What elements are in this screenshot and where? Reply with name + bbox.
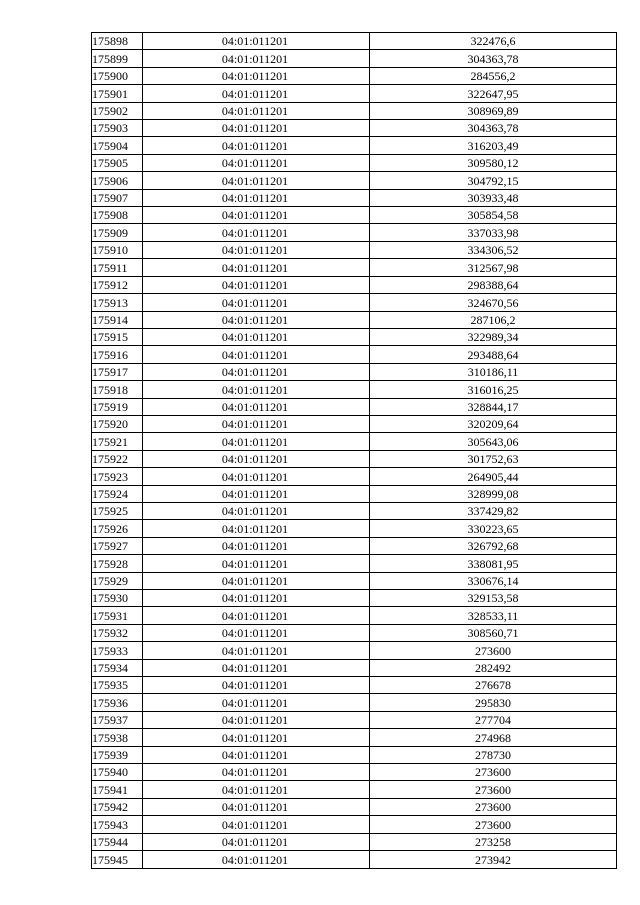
row-value-cell: 322476,6	[370, 33, 617, 50]
table-row	[92, 415, 617, 432]
row-id-cell: 175900	[92, 67, 143, 84]
row-value-cell: 295830	[370, 694, 617, 711]
row-value-cell: 322989,34	[370, 328, 617, 345]
table-row	[92, 851, 617, 868]
table-row	[92, 346, 617, 363]
row-value-cell: 301752,63	[370, 450, 617, 467]
row-id-cell: 175898	[92, 33, 143, 50]
row-id-cell: 175929	[92, 572, 143, 589]
row-value-cell: 282492	[370, 659, 617, 676]
row-value-cell: 277704	[370, 711, 617, 728]
row-code-cell: 04:01:011201	[143, 67, 370, 84]
row-value-cell: 338081,95	[370, 555, 617, 572]
table-row	[92, 485, 617, 502]
row-id-cell: 175902	[92, 102, 143, 119]
row-value-cell: 322647,95	[370, 85, 617, 102]
row-value-cell: 324670,56	[370, 294, 617, 311]
row-value-cell: 284556,2	[370, 67, 617, 84]
table-row	[92, 33, 617, 50]
row-id-cell: 175904	[92, 137, 143, 154]
row-code-cell: 04:01:011201	[143, 120, 370, 137]
row-code-cell: 04:01:011201	[143, 189, 370, 206]
row-value-cell: 273600	[370, 642, 617, 659]
table-row	[92, 537, 617, 554]
row-code-cell: 04:01:011201	[143, 33, 370, 50]
row-code-cell: 04:01:011201	[143, 833, 370, 850]
row-value-cell: 330223,65	[370, 520, 617, 537]
row-id-cell: 175908	[92, 207, 143, 224]
table-row	[92, 207, 617, 224]
row-value-cell: 308560,71	[370, 624, 617, 641]
row-value-cell: 273600	[370, 781, 617, 798]
row-id-cell: 175921	[92, 433, 143, 450]
row-code-cell: 04:01:011201	[143, 137, 370, 154]
row-code-cell: 04:01:011201	[143, 694, 370, 711]
row-id-cell: 175915	[92, 328, 143, 345]
row-id-cell: 175945	[92, 851, 143, 868]
table-body	[92, 33, 617, 869]
row-id-cell: 175939	[92, 746, 143, 763]
row-code-cell: 04:01:011201	[143, 346, 370, 363]
table-row	[92, 798, 617, 815]
row-code-cell: 04:01:011201	[143, 224, 370, 241]
row-id-cell: 175922	[92, 450, 143, 467]
row-code-cell: 04:01:011201	[143, 746, 370, 763]
table-row	[92, 607, 617, 624]
row-code-cell: 04:01:011201	[143, 433, 370, 450]
row-value-cell: 305854,58	[370, 207, 617, 224]
row-code-cell: 04:01:011201	[143, 798, 370, 815]
table-row	[92, 294, 617, 311]
row-value-cell: 310186,11	[370, 363, 617, 380]
row-value-cell: 298388,64	[370, 276, 617, 293]
row-id-cell: 175933	[92, 642, 143, 659]
table-row	[92, 241, 617, 258]
table-row	[92, 677, 617, 694]
row-code-cell: 04:01:011201	[143, 294, 370, 311]
row-value-cell: 329153,58	[370, 590, 617, 607]
row-id-cell: 175935	[92, 677, 143, 694]
row-code-cell: 04:01:011201	[143, 50, 370, 67]
row-code-cell: 04:01:011201	[143, 172, 370, 189]
row-value-cell: 316203,49	[370, 137, 617, 154]
row-value-cell: 330676,14	[370, 572, 617, 589]
row-value-cell: 334306,52	[370, 241, 617, 258]
row-code-cell: 04:01:011201	[143, 764, 370, 781]
table-row	[92, 172, 617, 189]
row-code-cell: 04:01:011201	[143, 642, 370, 659]
row-code-cell: 04:01:011201	[143, 485, 370, 502]
row-code-cell: 04:01:011201	[143, 781, 370, 798]
row-id-cell: 175936	[92, 694, 143, 711]
row-value-cell: 276678	[370, 677, 617, 694]
table-row	[92, 520, 617, 537]
table-row	[92, 224, 617, 241]
row-value-cell: 337033,98	[370, 224, 617, 241]
row-code-cell: 04:01:011201	[143, 328, 370, 345]
table-row	[92, 642, 617, 659]
row-value-cell: 304363,78	[370, 50, 617, 67]
row-id-cell: 175927	[92, 537, 143, 554]
data-table	[91, 32, 617, 869]
row-value-cell: 304792,15	[370, 172, 617, 189]
row-id-cell: 175930	[92, 590, 143, 607]
row-value-cell: 328844,17	[370, 398, 617, 415]
table-row	[92, 572, 617, 589]
row-id-cell: 175901	[92, 85, 143, 102]
table-row	[92, 398, 617, 415]
table-row	[92, 189, 617, 206]
table-row	[92, 328, 617, 345]
row-code-cell: 04:01:011201	[143, 468, 370, 485]
row-value-cell: 273600	[370, 764, 617, 781]
table-row	[92, 120, 617, 137]
table-row	[92, 555, 617, 572]
row-id-cell: 175899	[92, 50, 143, 67]
row-code-cell: 04:01:011201	[143, 381, 370, 398]
table-row	[92, 816, 617, 833]
row-id-cell: 175911	[92, 259, 143, 276]
row-id-cell: 175903	[92, 120, 143, 137]
row-value-cell: 326792,68	[370, 537, 617, 554]
row-code-cell: 04:01:011201	[143, 85, 370, 102]
table-row	[92, 502, 617, 519]
row-value-cell: 308969,89	[370, 102, 617, 119]
row-id-cell: 175912	[92, 276, 143, 293]
row-id-cell: 175932	[92, 624, 143, 641]
row-id-cell: 175934	[92, 659, 143, 676]
table-row	[92, 154, 617, 171]
row-code-cell: 04:01:011201	[143, 450, 370, 467]
table-row	[92, 590, 617, 607]
row-code-cell: 04:01:011201	[143, 659, 370, 676]
row-id-cell: 175906	[92, 172, 143, 189]
row-value-cell: 305643,06	[370, 433, 617, 450]
row-id-cell: 175926	[92, 520, 143, 537]
row-id-cell: 175909	[92, 224, 143, 241]
table-row	[92, 363, 617, 380]
table-row	[92, 276, 617, 293]
row-id-cell: 175907	[92, 189, 143, 206]
row-id-cell: 175943	[92, 816, 143, 833]
table-row	[92, 659, 617, 676]
table-row	[92, 694, 617, 711]
row-id-cell: 175924	[92, 485, 143, 502]
row-value-cell: 320209,64	[370, 415, 617, 432]
row-code-cell: 04:01:011201	[143, 590, 370, 607]
table-row	[92, 781, 617, 798]
table-row	[92, 381, 617, 398]
table-row	[92, 711, 617, 728]
table-row	[92, 102, 617, 119]
row-id-cell: 175937	[92, 711, 143, 728]
row-code-cell: 04:01:011201	[143, 241, 370, 258]
row-id-cell: 175919	[92, 398, 143, 415]
row-value-cell: 328999,08	[370, 485, 617, 502]
row-value-cell: 328533,11	[370, 607, 617, 624]
row-code-cell: 04:01:011201	[143, 363, 370, 380]
row-code-cell: 04:01:011201	[143, 572, 370, 589]
row-code-cell: 04:01:011201	[143, 677, 370, 694]
table-row	[92, 67, 617, 84]
table-row	[92, 833, 617, 850]
row-id-cell: 175918	[92, 381, 143, 398]
row-id-cell: 175920	[92, 415, 143, 432]
table-row	[92, 259, 617, 276]
row-value-cell: 273942	[370, 851, 617, 868]
table-row	[92, 468, 617, 485]
row-id-cell: 175931	[92, 607, 143, 624]
row-id-cell: 175928	[92, 555, 143, 572]
row-value-cell: 274968	[370, 729, 617, 746]
row-id-cell: 175941	[92, 781, 143, 798]
row-id-cell: 175938	[92, 729, 143, 746]
row-id-cell: 175905	[92, 154, 143, 171]
row-id-cell: 175917	[92, 363, 143, 380]
row-value-cell: 304363,78	[370, 120, 617, 137]
row-code-cell: 04:01:011201	[143, 711, 370, 728]
row-id-cell: 175913	[92, 294, 143, 311]
row-value-cell: 293488,64	[370, 346, 617, 363]
row-code-cell: 04:01:011201	[143, 520, 370, 537]
table-row	[92, 137, 617, 154]
row-code-cell: 04:01:011201	[143, 154, 370, 171]
table-row	[92, 450, 617, 467]
row-code-cell: 04:01:011201	[143, 624, 370, 641]
row-code-cell: 04:01:011201	[143, 276, 370, 293]
row-code-cell: 04:01:011201	[143, 415, 370, 432]
table-row	[92, 50, 617, 67]
table-row	[92, 729, 617, 746]
row-code-cell: 04:01:011201	[143, 102, 370, 119]
row-code-cell: 04:01:011201	[143, 729, 370, 746]
row-value-cell: 273258	[370, 833, 617, 850]
row-code-cell: 04:01:011201	[143, 555, 370, 572]
row-value-cell: 312567,98	[370, 259, 617, 276]
row-id-cell: 175916	[92, 346, 143, 363]
row-value-cell: 309580,12	[370, 154, 617, 171]
table-row	[92, 746, 617, 763]
row-value-cell: 273600	[370, 798, 617, 815]
row-code-cell: 04:01:011201	[143, 537, 370, 554]
table-row	[92, 764, 617, 781]
row-id-cell: 175942	[92, 798, 143, 815]
row-code-cell: 04:01:011201	[143, 259, 370, 276]
table-row	[92, 624, 617, 641]
row-code-cell: 04:01:011201	[143, 607, 370, 624]
row-code-cell: 04:01:011201	[143, 311, 370, 328]
row-code-cell: 04:01:011201	[143, 502, 370, 519]
row-value-cell: 273600	[370, 816, 617, 833]
row-id-cell: 175923	[92, 468, 143, 485]
row-id-cell: 175940	[92, 764, 143, 781]
row-value-cell: 278730	[370, 746, 617, 763]
table-row	[92, 311, 617, 328]
row-code-cell: 04:01:011201	[143, 207, 370, 224]
table-row	[92, 85, 617, 102]
row-value-cell: 264905,44	[370, 468, 617, 485]
row-id-cell: 175910	[92, 241, 143, 258]
row-code-cell: 04:01:011201	[143, 816, 370, 833]
table-row	[92, 433, 617, 450]
row-value-cell: 337429,82	[370, 502, 617, 519]
row-code-cell: 04:01:011201	[143, 851, 370, 868]
row-value-cell: 303933,48	[370, 189, 617, 206]
row-value-cell: 316016,25	[370, 381, 617, 398]
row-value-cell: 287106,2	[370, 311, 617, 328]
row-id-cell: 175944	[92, 833, 143, 850]
row-id-cell: 175914	[92, 311, 143, 328]
row-id-cell: 175925	[92, 502, 143, 519]
row-code-cell: 04:01:011201	[143, 398, 370, 415]
